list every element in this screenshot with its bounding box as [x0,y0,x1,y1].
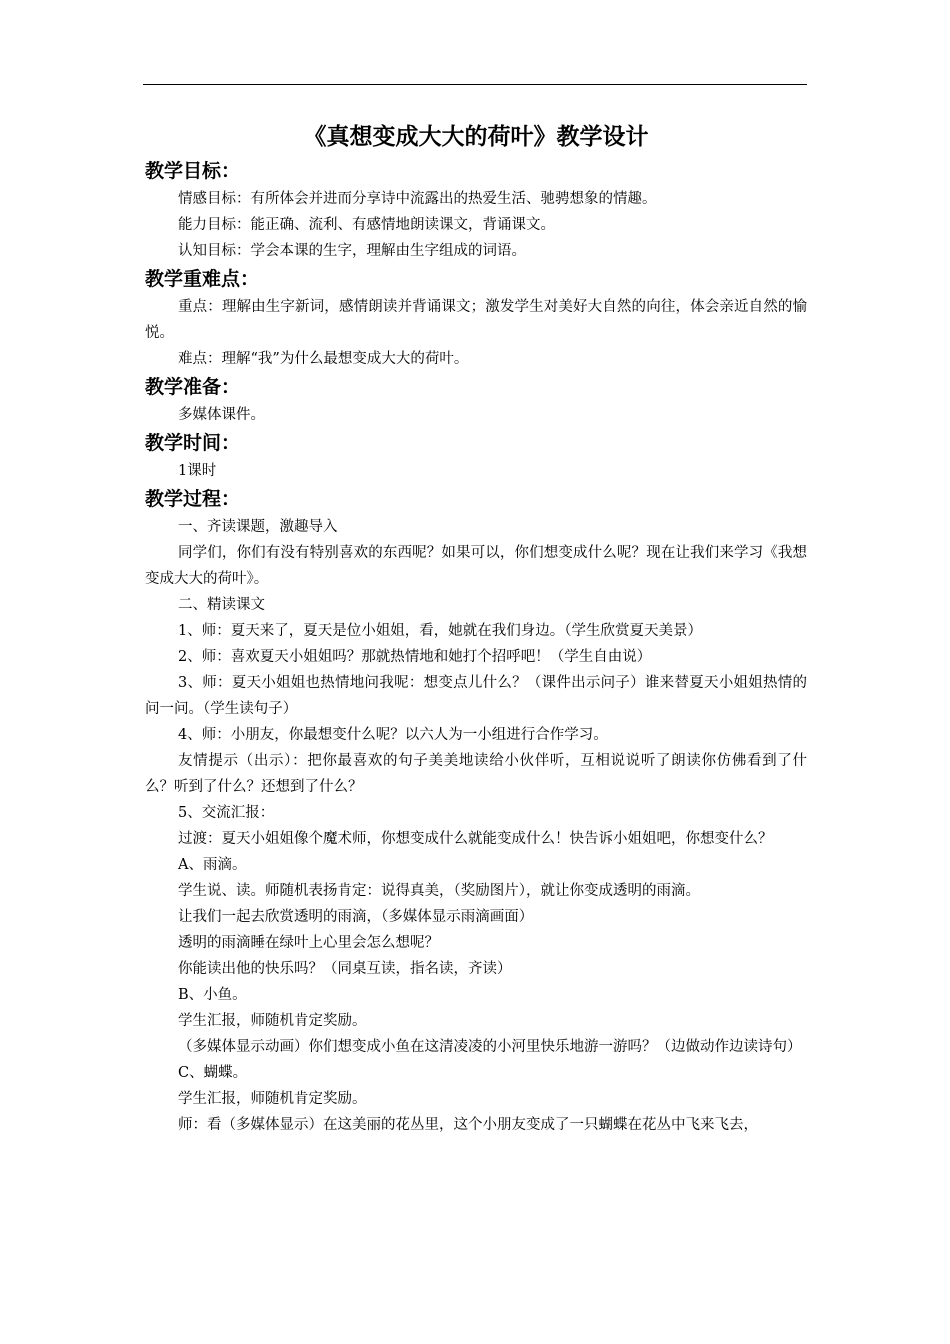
paragraph: 让我们一起去欣赏透明的雨滴，（多媒体显示雨滴画面） [178,909,534,925]
paragraph: A、雨滴。 [178,857,247,873]
heading-key-points: 教学重难点： [145,268,260,290]
paragraph: 学生汇报，师随机肯定奖励。 [178,1013,367,1029]
document-title: 《真想变成大大的荷叶》教学设计 [303,123,649,150]
heading-time: 教学时间： [145,432,241,454]
paragraph: 4、师：小朋友，你最想变什么呢？以六人为一小组进行合作学习。 [178,727,608,743]
paragraph: 多媒体课件。 [178,407,265,423]
header-rule [143,84,807,85]
paragraph: C、蝴蝶。 [178,1065,248,1081]
paragraph: 二、精读课文 [178,597,265,613]
paragraph: 重点：理解由生字新词，感情朗读并背诵课文；激发学生对美好大自然的向往，体会亲近自然的愉悦。 [145,299,807,341]
paragraph: 1、师：夏天来了，夏天是位小姐姐，看，她就在我们身边。（学生欣赏夏天美景） [178,623,702,639]
paragraph: 3、师：夏天小姐姐也热情地问我呢：想变点儿什么？（课件出示问子）谁来替夏天小姐姐热情的问一问。（学生读句子） [145,675,807,717]
paragraph: 学生说、读。师随机表扬肯定：说得真美，（奖励图片），就让你变成透明的雨滴。 [178,883,700,899]
paragraph: B、小鱼。 [178,987,247,1003]
paragraph: 1课时 [178,463,217,479]
heading-preparation: 教学准备： [145,376,241,398]
paragraph: （多媒体显示动画）你们想变成小鱼在这清凌凌的小河里快乐地游一游吗？（边做动作边读诗句） [178,1039,802,1055]
paragraph: 你能读出他的快乐吗？（同桌互读，指名读，齐读） [178,961,512,977]
paragraph: 情感目标：有所体会并进而分享诗中流露出的热爱生活、驰骋想象的情趣。 [178,191,657,207]
paragraph: 师：看（多媒体显示）在这美丽的花丛里，这个小朋友变成了一只蝴蝶在花丛中飞来飞去， [178,1117,758,1133]
heading-objectives: 教学目标： [145,160,241,182]
paragraph: 认知目标：学会本课的生字，理解由生字组成的词语。 [178,243,526,259]
paragraph: 5、交流汇报： [178,805,275,821]
paragraph: 难点：理解“我”为什么最想变成大大的荷叶。 [178,351,469,367]
heading-process: 教学过程： [145,488,241,510]
paragraph: 友情提示（出示）：把你最喜欢的句子美美地读给小伙伴听，互相说说听了朗读你仿佛看到了什么？听到了什么？还想到了什么？ [145,753,807,795]
document-body [145,118,807,1138]
paragraph: 学生汇报，师随机肯定奖励。 [178,1091,367,1107]
paragraph: 透明的雨滴睡在绿叶上心里会怎么想呢？ [178,935,439,951]
paragraph: 能力目标：能正确、流利、有感情地朗读课文，背诵课文。 [178,217,555,233]
paragraph: 一、齐读课题，激趣导入 [178,519,338,535]
paragraph: 同学们，你们有没有特别喜欢的东西呢？如果可以，你们想变成什么呢？现在让我们来学习《我想变成大大的荷叶》。 [145,545,807,587]
paragraph: 2、师：喜欢夏天小姐姐吗？那就热情地和她打个招呼吧！（学生自由说） [178,649,652,665]
paragraph: 过渡：夏天小姐姐像个魔术师，你想变成什么就能变成什么！快告诉小姐姐吧，你想变什么？ [178,831,773,847]
